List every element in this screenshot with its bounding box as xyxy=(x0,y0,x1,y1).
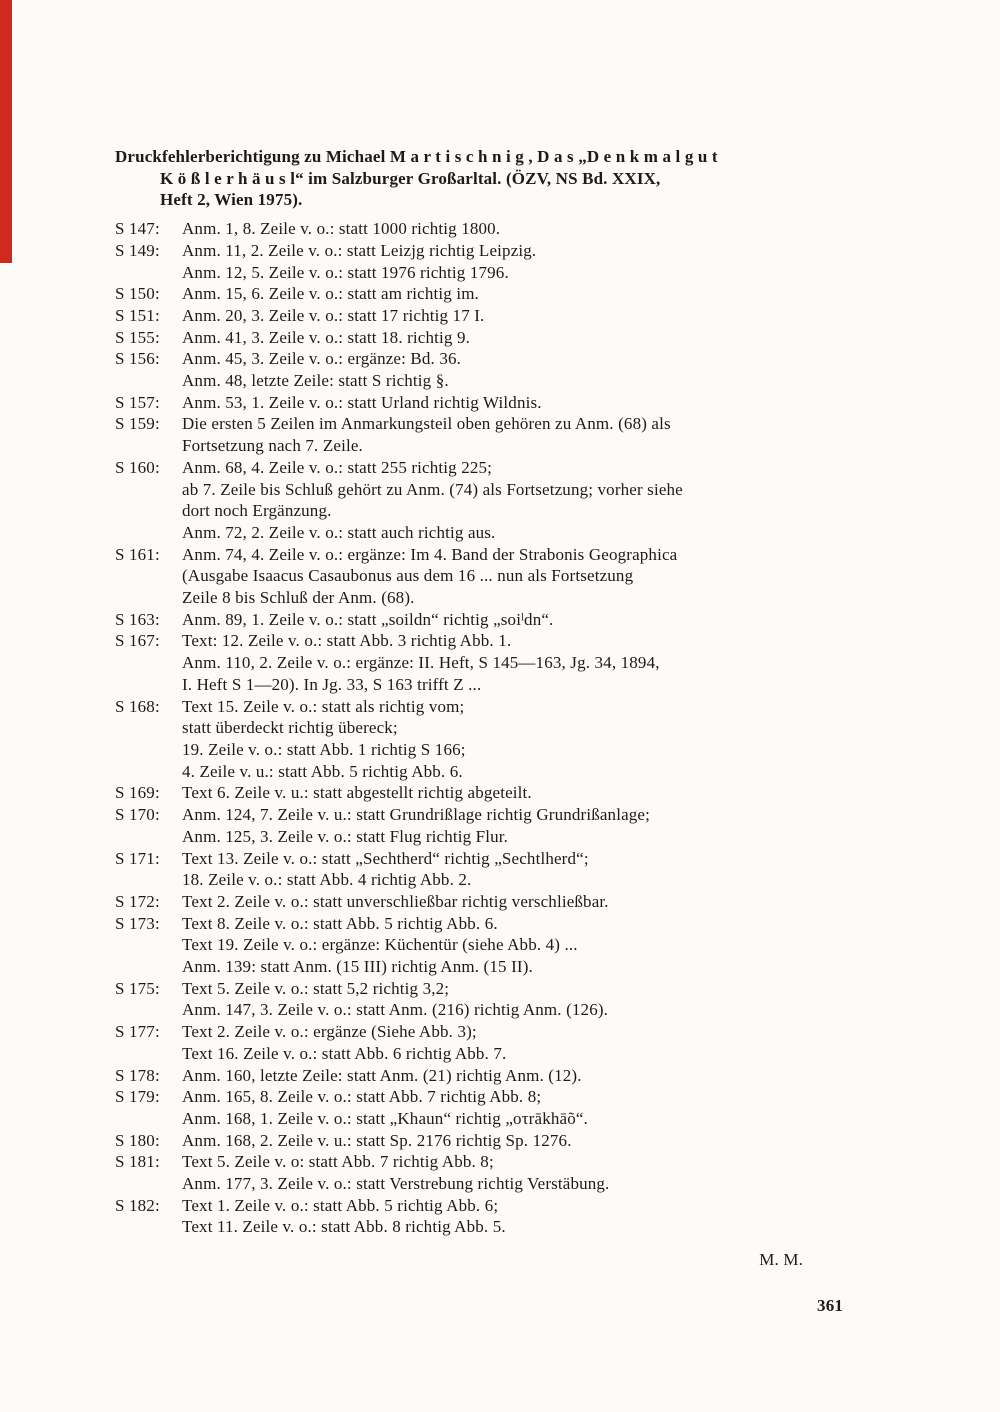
page-ref-label: S 163: xyxy=(115,609,160,629)
page-ref-label: S 161: xyxy=(115,544,160,564)
entry-line: Anm. 165, 8. Zeile v. o.: statt Abb. 7 richtig Abb. 8; xyxy=(182,1087,542,1107)
entry-line: Text 2. Zeile v. o.: statt unverschließbar richtig verschließbar. xyxy=(182,891,609,911)
entry-text xyxy=(182,891,845,913)
entry-text xyxy=(182,305,845,327)
entry-line: Text 5. Zeile v. o.: statt 5,2 richtig 3,2; xyxy=(182,978,450,998)
entry-line: Text 13. Zeile v. o.: statt „Sechtherd“ richtig „Sechtlherd“; xyxy=(182,848,589,868)
errata-entry xyxy=(115,327,845,349)
errata-entry xyxy=(115,392,845,414)
errata-entry xyxy=(115,782,845,804)
errata-entry xyxy=(115,305,845,327)
page-ref-label: S 151: xyxy=(115,305,160,325)
entry-text xyxy=(182,978,845,1021)
entry-text xyxy=(182,218,845,240)
entry-line: Fortsetzung nach 7. Zeile. xyxy=(182,436,363,456)
entry-line: Text 5. Zeile v. o: statt Abb. 7 richtig Abb. 8; xyxy=(182,1152,494,1172)
entry-line: Anm. 41, 3. Zeile v. o.: statt 18. richtig 9. xyxy=(182,327,470,347)
entry-line: Text: 12. Zeile v. o.: statt Abb. 3 richtig Abb. 1. xyxy=(182,631,512,651)
document-heading xyxy=(115,146,845,211)
errata-entry xyxy=(115,848,845,891)
entry-line: I. Heft S 1—20). In Jg. 33, S 163 trifft Z ... xyxy=(182,674,482,694)
errata-entry xyxy=(115,609,845,631)
entry-line: Anm. 53, 1. Zeile v. o.: statt Urland richtig Wildnis. xyxy=(182,392,542,412)
errata-entry xyxy=(115,1195,845,1238)
entry-line: Anm. 125, 3. Zeile v. o.: statt Flug richtig Flur. xyxy=(182,826,509,846)
errata-entry xyxy=(115,913,845,978)
errata-list xyxy=(115,218,845,1238)
errata-entry xyxy=(115,218,845,240)
entry-text xyxy=(182,413,845,456)
entry-line: Anm. 15, 6. Zeile v. o.: statt am richtig im. xyxy=(182,284,479,304)
entry-text xyxy=(182,457,845,544)
entry-line: Anm. 147, 3. Zeile v. o.: statt Anm. (216) richtig Anm. (126). xyxy=(182,1000,609,1020)
entry-line: Text 15. Zeile v. o.: statt als richtig vom; xyxy=(182,696,465,716)
author-initials: M. M. xyxy=(759,1250,803,1270)
entry-line: Anm. 1, 8. Zeile v. o.: statt 1000 richtig 1800. xyxy=(182,219,501,239)
page-ref-label: S 181: xyxy=(115,1152,160,1172)
entry-line: Anm. 110, 2. Zeile v. o.: ergänze: II. Heft, S 145—163, Jg. 34, 1894, xyxy=(182,653,660,673)
entry-text xyxy=(182,1086,845,1129)
errata-entry xyxy=(115,283,845,305)
entry-text xyxy=(182,1130,845,1152)
page-ref-label: S 175: xyxy=(115,978,160,998)
page-ref-label: S 182: xyxy=(115,1195,160,1215)
errata-entry xyxy=(115,1065,845,1087)
entry-text xyxy=(182,1065,845,1087)
page-ref-label: S 160: xyxy=(115,457,160,477)
entry-text xyxy=(182,392,845,414)
entry-line: Text 6. Zeile v. u.: statt abgestellt richtig abgeteilt. xyxy=(182,783,532,803)
entry-text xyxy=(182,804,845,847)
errata-entry xyxy=(115,804,845,847)
entry-line: Text 8. Zeile v. o.: statt Abb. 5 richtig Abb. 6. xyxy=(182,913,498,933)
page-ref-label: S 170: xyxy=(115,805,160,825)
page-ref-label: S 171: xyxy=(115,848,160,868)
entry-line: Anm. 124, 7. Zeile v. u.: statt Grundrißlage richtig Grundrißanlage; xyxy=(182,805,650,825)
entry-line: Anm. 12, 5. Zeile v. o.: statt 1976 richtig 1796. xyxy=(182,262,509,282)
entry-line: Anm. 177, 3. Zeile v. o.: statt Verstrebung richtig Verstäbung. xyxy=(182,1174,610,1194)
entry-line: Text 16. Zeile v. o.: statt Abb. 6 richtig Abb. 7. xyxy=(182,1043,507,1063)
entry-line: ab 7. Zeile bis Schluß gehört zu Anm. (74) als Fortsetzung; vorher siehe xyxy=(182,479,683,499)
page-ref-label: S 149: xyxy=(115,240,160,260)
errata-entry xyxy=(115,240,845,283)
entry-line: Anm. 160, letzte Zeile: statt Anm. (21) richtig Anm. (12). xyxy=(182,1065,582,1085)
entry-line: Anm. 68, 4. Zeile v. o.: statt 255 richtig 225; xyxy=(182,457,493,477)
entry-line: 18. Zeile v. o.: statt Abb. 4 richtig Abb. 2. xyxy=(182,870,472,890)
entry-text xyxy=(182,283,845,305)
entry-line: Anm. 11, 2. Zeile v. o.: statt Leizjg richtig Leipzig. xyxy=(182,240,537,260)
page-ref-label: S 167: xyxy=(115,631,160,651)
page-ref-label: S 169: xyxy=(115,783,160,803)
entry-line: dort noch Ergänzung. xyxy=(182,501,332,521)
entry-text xyxy=(182,696,845,783)
entry-line: statt überdeckt richtig übereck; xyxy=(182,718,398,738)
errata-entry xyxy=(115,544,845,609)
page-ref-label: S 173: xyxy=(115,913,160,933)
entry-line: Anm. 168, 1. Zeile v. o.: statt „Khaun“ richtig „oτrākhāõ“. xyxy=(182,1108,588,1128)
entry-line: Anm. 45, 3. Zeile v. o.: ergänze: Bd. 36. xyxy=(182,349,462,369)
entry-line: Anm. 20, 3. Zeile v. o.: statt 17 richtig 17 I. xyxy=(182,305,485,325)
entry-line: Anm. 139: statt Anm. (15 III) richtig Anm. (15 II). xyxy=(182,957,533,977)
errata-entry xyxy=(115,630,845,695)
entry-line: Text 1. Zeile v. o.: statt Abb. 5 richtig Abb. 6; xyxy=(182,1195,499,1215)
entry-line: Die ersten 5 Zeilen im Anmarkungsteil oben gehören zu Anm. (68) als xyxy=(182,414,671,434)
errata-entry xyxy=(115,1086,845,1129)
entry-text xyxy=(182,327,845,349)
entry-line: Anm. 168, 2. Zeile v. u.: statt Sp. 2176 richtig Sp. 1276. xyxy=(182,1130,572,1150)
page-content xyxy=(115,146,845,1317)
book-edge-strip xyxy=(0,0,12,263)
page-ref-label: S 147: xyxy=(115,219,160,239)
entry-line: Text 2. Zeile v. o.: ergänze (Siehe Abb. 3); xyxy=(182,1022,477,1042)
entry-text xyxy=(182,1151,845,1194)
errata-entry xyxy=(115,457,845,544)
entry-text xyxy=(182,240,845,283)
page-ref-label: S 157: xyxy=(115,392,160,412)
page-ref-label: S 155: xyxy=(115,327,160,347)
page-number: 361 xyxy=(817,1295,843,1315)
entry-line: Anm. 72, 2. Zeile v. o.: statt auch richtig aus. xyxy=(182,522,496,542)
page-ref-label: S 150: xyxy=(115,284,160,304)
errata-entry xyxy=(115,348,845,391)
heading-line-2: K ö ß l e r h ä u s l“ im Salzburger Großarltal. (ÖZV, NS Bd. XXIX, xyxy=(160,168,661,188)
page-ref-label: S 172: xyxy=(115,891,160,911)
errata-entry xyxy=(115,1021,845,1064)
entry-line: Anm. 89, 1. Zeile v. o.: statt „soildn“ richtig „soiˡdn“. xyxy=(182,609,554,629)
heading-line-1: Druckfehlerberichtigung zu Michael M a r t i s c h n i g , D a s „D e n k m a l g u t xyxy=(115,147,718,166)
entry-line: (Ausgabe Isaacus Casaubonus aus dem 16 ... nun als Fortsetzung xyxy=(182,566,634,586)
entry-text xyxy=(182,609,845,631)
page-ref-label: S 178: xyxy=(115,1065,160,1085)
entry-line: Text 19. Zeile v. o.: ergänze: Küchentür (siehe Abb. 4) ... xyxy=(182,935,578,955)
page-ref-label: S 159: xyxy=(115,414,160,434)
entry-text xyxy=(182,1195,845,1238)
page-ref-label: S 180: xyxy=(115,1130,160,1150)
errata-entry xyxy=(115,1151,845,1194)
entry-text xyxy=(182,544,845,609)
page-ref-label: S 179: xyxy=(115,1087,160,1107)
entry-text xyxy=(182,630,845,695)
entry-line: Anm. 74, 4. Zeile v. o.: ergänze: Im 4. Band der Strabonis Geographica xyxy=(182,544,678,564)
entry-text xyxy=(182,1021,845,1064)
entry-text xyxy=(182,848,845,891)
page-ref-label: S 177: xyxy=(115,1022,160,1042)
errata-entry xyxy=(115,891,845,913)
errata-entry xyxy=(115,696,845,783)
errata-entry xyxy=(115,978,845,1021)
page-ref-label: S 168: xyxy=(115,696,160,716)
entry-text xyxy=(182,782,845,804)
entry-text xyxy=(182,348,845,391)
errata-entry xyxy=(115,413,845,456)
entry-line: Anm. 48, letzte Zeile: statt S richtig §. xyxy=(182,371,449,391)
entry-line: Zeile 8 bis Schluß der Anm. (68). xyxy=(182,588,415,608)
page-ref-label: S 156: xyxy=(115,349,160,369)
heading-line-3: Heft 2, Wien 1975). xyxy=(160,190,303,210)
errata-entry xyxy=(115,1130,845,1152)
entry-line: 4. Zeile v. u.: statt Abb. 5 richtig Abb. 6. xyxy=(182,761,463,781)
entry-line: 19. Zeile v. o.: statt Abb. 1 richtig S 166; xyxy=(182,739,466,759)
entry-line: Text 11. Zeile v. o.: statt Abb. 8 richtig Abb. 5. xyxy=(182,1217,506,1237)
entry-text xyxy=(182,913,845,978)
